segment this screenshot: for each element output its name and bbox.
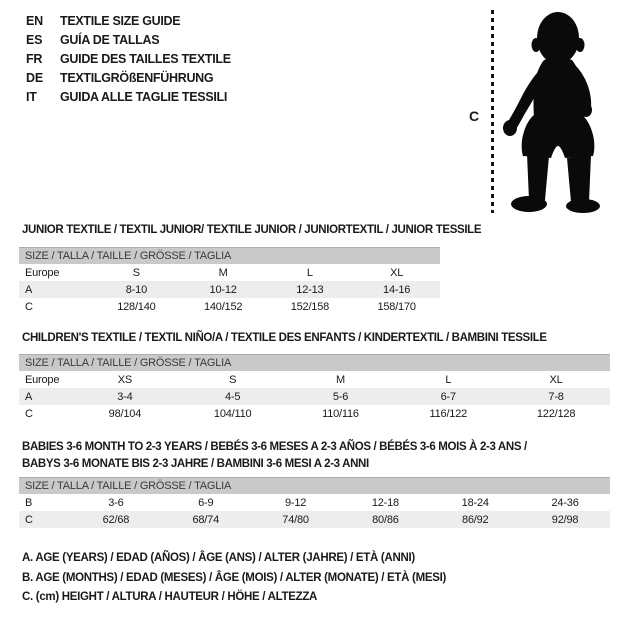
size-cell: 9-12: [284, 496, 307, 509]
language-row-fr: [26, 49, 231, 68]
size-cell: S: [229, 373, 237, 386]
size-cell: 110/116: [322, 407, 359, 420]
size-cell: 10-12: [209, 283, 237, 296]
size-cell: XS: [117, 373, 133, 386]
size-cell: 122/128: [536, 407, 576, 420]
size-cell: 104/110: [213, 407, 252, 420]
size-cell: 74/80: [282, 513, 309, 526]
language-code: ES: [26, 32, 43, 47]
size-header-bar: SIZE / TALLA / TAILLE / GRÖSSE / TAGLIA: [19, 477, 610, 494]
size-cell: 3-4: [117, 390, 133, 403]
language-row-it: [26, 87, 231, 106]
size-cell: 18-24: [461, 496, 489, 509]
language-title: TEXTILE SIZE GUIDE: [60, 13, 181, 28]
size-cell: 86/92: [461, 513, 489, 526]
table-row-age-a: [19, 281, 440, 298]
measurement-legend: [22, 549, 446, 608]
table-row-height-c: [19, 405, 610, 422]
size-cell: 92/98: [551, 513, 579, 526]
section-title-children: CHILDREN'S TEXTILE / TEXTIL NIÑO/A / TEXTILE DES ENFANTS / KINDERTEXTIL / BAMBINI TESSILE: [22, 332, 547, 344]
table-row-europe: [19, 264, 440, 281]
language-title: GUIDA ALLE TAGLIE TESSILI: [60, 89, 228, 104]
size-cell: 8-10: [125, 283, 147, 296]
size-cell: 6-9: [198, 496, 214, 509]
size-cell: M: [218, 266, 228, 279]
language-list: [26, 11, 231, 106]
size-cell: 80/86: [372, 513, 399, 526]
legend-line-b: B. AGE (MONTHS) / EDAD (MESES) / ÂGE (MOIS) / ALTER (MONATE) / ETÀ (MESI): [22, 571, 447, 584]
table-row-height-c: [19, 298, 440, 315]
size-cell: 12-18: [371, 496, 399, 509]
row-label: C: [25, 513, 33, 526]
size-cell: 12-13: [296, 283, 324, 296]
size-cell: 116/122: [429, 407, 468, 420]
size-cell: 3-6: [108, 496, 124, 509]
height-measure-dashed-line: [491, 10, 494, 213]
size-cell: 128/140: [117, 300, 156, 313]
language-title: GUÍA DE TALLAS: [60, 32, 160, 47]
language-code: EN: [26, 13, 43, 28]
size-cell: 7-8: [548, 390, 564, 403]
size-cell: 5-6: [332, 390, 349, 403]
legend-line-a: A. AGE (YEARS) / EDAD (AÑOS) / ÂGE (ANS) / ALTER (JAHRE) / ETÀ (ANNI): [22, 552, 415, 564]
language-code: IT: [26, 89, 37, 104]
language-code: DE: [26, 70, 43, 85]
row-label: A: [25, 283, 33, 296]
size-cell: L: [306, 266, 313, 279]
size-cell: XL: [390, 266, 404, 279]
size-cell: 68/74: [192, 513, 219, 526]
size-cell: 4-5: [225, 390, 241, 403]
children-size-table: [19, 354, 610, 422]
language-row-es: [26, 30, 231, 49]
table-row-europe: [19, 371, 610, 388]
row-label: C: [25, 300, 33, 313]
size-cell: 158/170: [377, 300, 416, 313]
table-row-months-b: [19, 494, 610, 511]
language-code: FR: [26, 51, 43, 66]
size-cell: 6-7: [440, 390, 456, 403]
size-cell: 152/158: [290, 300, 330, 313]
table-row-age-a: [19, 388, 610, 405]
language-row-en: [26, 11, 231, 30]
size-cell: S: [132, 266, 140, 279]
measure-label-c: C: [469, 108, 480, 124]
size-cell: 24-36: [551, 496, 579, 509]
legend-line-c: C. (cm) HEIGHT / ALTURA / HAUTEUR / HÖHE / ALTEZZA: [22, 591, 318, 603]
size-cell: L: [445, 373, 452, 386]
section-title-line-2: BABYS 3-6 MONATE BIS 2-3 JAHRE / BAMBINI 3-6 MESI A 2-3 ANNI: [22, 458, 369, 470]
size-cell: XL: [549, 373, 563, 386]
section-title-babies: [22, 439, 527, 473]
size-cell: 14-16: [383, 283, 411, 296]
babies-size-table: [19, 477, 610, 528]
size-header-bar: SIZE / TALLA / TAILLE / GRÖSSE / TAGLIA: [19, 247, 440, 264]
size-cell: M: [336, 373, 345, 386]
size-cell: 62/68: [102, 513, 130, 526]
row-label: C: [25, 407, 33, 420]
section-title-junior: JUNIOR TEXTILE / TEXTIL JUNIOR/ TEXTILE JUNIOR / JUNIORTEXTIL / JUNIOR TESSILE: [22, 224, 482, 236]
row-label: Europe: [25, 266, 60, 279]
language-row-de: [26, 68, 231, 87]
row-label: A: [25, 390, 33, 403]
size-cell: 98/104: [108, 407, 142, 420]
size-cell: 140/152: [203, 300, 243, 313]
baby-silhouette-icon: [499, 10, 617, 213]
table-row-height-c: [19, 511, 610, 528]
section-title-line-1: BABIES 3-6 MONTH TO 2-3 YEARS / BEBÉS 3-6 MESES A 2-3 AÑOS / BÉBÉS 3-6 MOIS À 2-3 ANS /: [22, 441, 527, 453]
row-label: Europe: [25, 373, 60, 386]
junior-size-table: [19, 247, 440, 315]
row-label: B: [25, 496, 33, 509]
language-title: TEXTILGRÖßENFÜHRUNG: [60, 70, 214, 85]
language-title: GUIDE DES TAILLES TEXTILE: [60, 51, 231, 66]
size-header-bar: SIZE / TALLA / TAILLE / GRÖSSE / TAGLIA: [19, 354, 610, 371]
